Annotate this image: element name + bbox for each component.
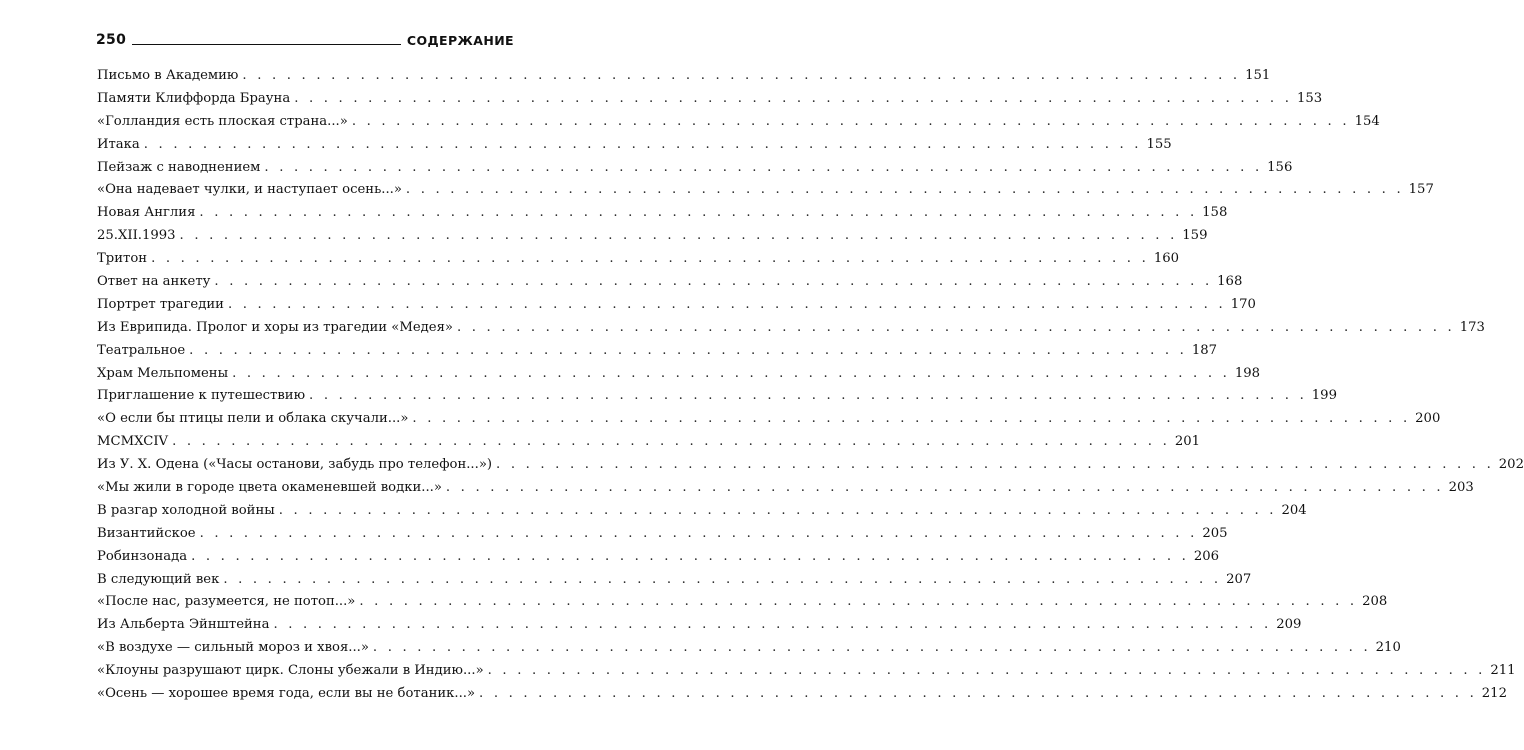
toc-leader-dots: . . . . . . . . . . . . . . . . . . . . . . . . . . . . . . . . . . . . . . . . . . . . . . . . . . . . . . . . . . . . . . . . . . . . (179, 228, 1178, 244)
toc-entry-page: 211 (1490, 663, 1516, 679)
toc-entry-page: 204 (1281, 502, 1307, 518)
toc-entry-title: Письмо в Академию (97, 68, 239, 83)
toc-entry-page: 206 (1193, 548, 1220, 564)
toc-entry (97, 317, 1485, 340)
toc-entry-title: В разгар холодной войны (97, 502, 275, 518)
toc-entry-page: 209 (1276, 617, 1302, 633)
toc-entry-title: Из У. Х. Одена («Часы останови, забудь про телефон...») (97, 457, 493, 473)
toc-entry (97, 477, 1474, 500)
toc-leader-dots: . . . . . . . . . . . . . . . . . . . . . . . . . . . . . . . . . . . . . . . . . . . . . . . . . . . . . . . . . . . . . . . . . . . . (456, 319, 1455, 335)
toc-entry-title: «О если бы птицы пели и облака скучали...» (97, 411, 409, 427)
toc-entry (97, 637, 1401, 660)
toc-entry (97, 546, 1220, 569)
toc-leader-dots: . . . . . . . . . . . . . . . . . . . . . . . . . . . . . . . . . . . . . . . . . . . . . . . . . . . . . . . . . . . . . . . . . . . . (214, 274, 1213, 290)
toc-entry-title: В следующий век (97, 571, 220, 587)
toc-entry (97, 683, 1507, 706)
toc-leader-dots: . . . . . . . . . . . . . . . . . . . . . . . . . . . . . . . . . . . . . . . . . . . . . . . . . . . . . . . . . . . . . . . . . . . . (309, 388, 1307, 404)
toc-entry-title: Из Альберта Эйнштейна (97, 617, 270, 633)
toc-leader-dots: . . . . . . . . . . . . . . . . . . . . . . . . . . . . . . . . . . . . . . . . . . . . . . . . . . . . . . . . . . . . . . . . . . . . (351, 113, 1350, 129)
toc-leader-dots: . . . . . . . . . . . . . . . . . . . . . . . . . . . . . . . . . . . . . . . . . . . . . . . . . . . . . . . . . . . . . . . . . . . . (172, 434, 1170, 450)
toc-entry-page: 160 (1153, 251, 1179, 267)
toc-entry-title: Храм Мельпомены (97, 365, 229, 381)
toc-entry-title: «Осень — хорошее время года, если вы не ботаник...» (97, 686, 476, 702)
toc-leader-dots: . . . . . . . . . . . . . . . . . . . . . . . . . . . . . . . . . . . . . . . . . . . . . . . . . . . . . . . . . . . . . . . . . . . . (227, 296, 1226, 312)
toc-entry-page: 170 (1230, 296, 1256, 312)
page-number: 250 (96, 32, 127, 48)
toc-leader-dots: . . . . . . . . . . . . . . . . . . . . . . . . . . . . . . . . . . . . . . . . . . . . . . . . . . . . . . . . . . . . . . . . . . . . (264, 159, 1263, 175)
toc-entry-page: 198 (1234, 365, 1261, 381)
toc-leader-dots: . . . . . . . . . . . . . . . . . . . . . . . . . . . . . . . . . . . . . . . . . . . . . . . . . . . . . . . . . . . . . . . . . . . . (445, 480, 1444, 496)
toc-entry (97, 431, 1200, 454)
toc-entry-page: 201 (1174, 434, 1200, 450)
toc-entry (97, 65, 1271, 88)
toc-entry-page: 203 (1448, 480, 1474, 496)
toc-entry (97, 157, 1293, 180)
table-of-contents (97, 65, 1524, 706)
toc-leader-dots: . . . . . . . . . . . . . . . . . . . . . . . . . . . . . . . . . . . . . . . . . . . . . . . . . . . . . . . . . . . . . . . . . . . . (294, 90, 1293, 106)
toc-entry-title: Портрет трагедии (97, 296, 224, 312)
toc-leader-dots: . . . . . . . . . . . . . . . . . . . . . . . . . . . . . . . . . . . . . . . . . . . . . . . . . . . . . . . . . . . . . . . . . . . . (479, 686, 1477, 702)
running-head (96, 27, 514, 47)
toc-leader-dots: . . . . . . . . . . . . . . . . . . . . . . . . . . . . . . . . . . . . . . . . . . . . . . . . . . . . . . . . . . . . . . . . . . . . (191, 548, 1190, 564)
toc-entry (97, 408, 1441, 431)
toc-entry-title: Памяти Клиффорда Брауна (97, 90, 291, 106)
toc-entry-title: Византийское (97, 525, 196, 541)
toc-leader-dots: . . . . . . . . . . . . . . . . . . . . . . . . . . . . . . . . . . . . . . . . . . . . . . . . . . . . . . . . . . . . . . . . . . . . (223, 571, 1222, 587)
toc-entry-page: 210 (1375, 640, 1401, 656)
toc-entry-page: 187 (1191, 342, 1218, 358)
toc-entry-title: Из Еврипида. Пролог и хоры из трагедии «Медея» (97, 319, 453, 335)
toc-entry (97, 363, 1261, 386)
toc-leader-dots: . . . . . . . . . . . . . . . . . . . . . . . . . . . . . . . . . . . . . . . . . . . . . . . . . . . . . . . . . . . . . . . . . . . . (372, 640, 1371, 656)
toc-leader-dots: . . . . . . . . . . . . . . . . . . . . . . . . . . . . . . . . . . . . . . . . . . . . . . . . . . . . . . . . . . . . . . . . . . . . (496, 457, 1494, 473)
toc-entry (97, 248, 1179, 271)
toc-entry (97, 88, 1323, 111)
toc-leader-dots: . . . . . . . . . . . . . . . . . . . . . . . . . . . . . . . . . . . . . . . . . . . . . . . . . . . . . . . . . . . . . . . . . . . . (359, 594, 1358, 610)
toc-entry (97, 569, 1252, 592)
toc-entry (97, 385, 1337, 408)
toc-entry-page: 200 (1415, 411, 1441, 427)
toc-leader-dots: . . . . . . . . . . . . . . . . . . . . . . . . . . . . . . . . . . . . . . . . . . . . . . . . . . . . . . . . . . . . . . . . . . . . (412, 411, 1411, 427)
toc-entry (97, 340, 1218, 363)
toc-leader-dots: . . . . . . . . . . . . . . . . . . . . . . . . . . . . . . . . . . . . . . . . . . . . . . . . . . . . . . . . . . . . . . . . . . . . (405, 182, 1404, 198)
toc-entry-title: Ответ на анкету (97, 274, 211, 290)
section-title: СОДЕРЖАНИЕ (406, 32, 514, 48)
toc-entry-page: 202 (1498, 457, 1524, 473)
toc-entry (97, 225, 1208, 248)
toc-entry-page: 205 (1202, 525, 1228, 541)
toc-leader-dots: . . . . . . . . . . . . . . . . . . . . . . . . . . . . . . . . . . . . . . . . . . . . . . . . . . . . . . . . . . . . . . . . . . . . (199, 525, 1198, 541)
toc-entry (97, 179, 1434, 202)
toc-leader-dots: . . . . . . . . . . . . . . . . . . . . . . . . . . . . . . . . . . . . . . . . . . . . . . . . . . . . . . . . . . . . . . . . . . . . (278, 502, 1277, 518)
toc-entry-title: Театральное (97, 342, 186, 358)
toc-entry-title: «Голландия есть плоская страна...» (97, 113, 348, 129)
toc-entry-page: 158 (1202, 205, 1228, 221)
toc-entry (97, 111, 1380, 134)
toc-entry-title: «Она надевает чулки, и наступает осень...» (97, 182, 402, 198)
toc-entry-page: 199 (1311, 388, 1337, 404)
toc-entry (97, 500, 1307, 523)
toc-entry (97, 294, 1256, 317)
toc-entry-title: Итака (97, 136, 140, 152)
toc-entry (97, 454, 1524, 477)
toc-entry-page: 156 (1267, 159, 1293, 175)
toc-entry-title: «После нас, разумеется, не потоп...» (97, 594, 356, 610)
toc-entry (97, 523, 1228, 546)
toc-entry-page: 173 (1459, 319, 1485, 335)
toc-entry (97, 591, 1388, 614)
toc-entry-title: «Клоуны разрушают цирк. Слоны убежали в Индию...» (97, 663, 484, 679)
toc-entry-page: 153 (1296, 90, 1323, 106)
toc-entry-page: 151 (1245, 68, 1271, 83)
toc-leader-dots: . . . . . . . . . . . . . . . . . . . . . . . . . . . . . . . . . . . . . . . . . . . . . . . . . . . . . . . . . . . . . . . . . . . . (487, 663, 1486, 679)
toc-entry-title: «Мы жили в городе цвета окаменевшей водки...» (97, 480, 442, 496)
toc-entry-page: 168 (1217, 274, 1243, 290)
toc-entry (97, 202, 1228, 225)
header-rule (132, 44, 401, 45)
toc-entry-title: Новая Англия (97, 205, 196, 221)
toc-entry (97, 134, 1172, 157)
toc-entry-title: «В воздухе — сильный мороз и хвоя...» (97, 640, 369, 656)
toc-entry (97, 660, 1516, 683)
toc-entry-title: Тритон (97, 251, 148, 267)
toc-entry-page: 208 (1362, 594, 1388, 610)
toc-entry-page: 154 (1354, 113, 1380, 129)
toc-entry-page: 155 (1146, 136, 1172, 152)
toc-entry-title: Приглашение к путешествию (97, 388, 306, 404)
toc-entry-page: 212 (1481, 686, 1507, 702)
toc-entry-title: Пейзаж с наводнением (97, 159, 261, 175)
toc-leader-dots: . . . . . . . . . . . . . . . . . . . . . . . . . . . . . . . . . . . . . . . . . . . . . . . . . . . . . . . . . . . . . . . . . . . . (151, 251, 1149, 267)
toc-entry (97, 271, 1243, 294)
toc-leader-dots: . . . . . . . . . . . . . . . . . . . . . . . . . . . . . . . . . . . . . . . . . . . . . . . . . . . . . . . . . . . . . . . . . . . . (232, 365, 1231, 381)
toc-entry-title: MCMXCIV (97, 434, 169, 450)
toc-entry-page: 159 (1182, 228, 1208, 244)
toc-entry-title: 25.XII.1993 (97, 228, 176, 244)
toc-leader-dots: . . . . . . . . . . . . . . . . . . . . . . . . . . . . . . . . . . . . . . . . . . . . . . . . . . . . . . . . . . . . . . . . . . . . (273, 617, 1272, 633)
toc-entry-page: 207 (1226, 571, 1252, 587)
toc-leader-dots: . . . . . . . . . . . . . . . . . . . . . . . . . . . . . . . . . . . . . . . . . . . . . . . . . . . . . . . . . . . . . . . . . . . . (199, 205, 1198, 221)
toc-entry (97, 614, 1302, 637)
toc-leader-dots: . . . . . . . . . . . . . . . . . . . . . . . . . . . . . . . . . . . . . . . . . . . . . . . . . . . . . . . . . . . . . . . . . . . . (242, 68, 1241, 83)
toc-leader-dots: . . . . . . . . . . . . . . . . . . . . . . . . . . . . . . . . . . . . . . . . . . . . . . . . . . . . . . . . . . . . . . . . . . . . (189, 342, 1188, 358)
toc-entry-title: Робинзонада (97, 548, 188, 564)
toc-leader-dots: . . . . . . . . . . . . . . . . . . . . . . . . . . . . . . . . . . . . . . . . . . . . . . . . . . . . . . . . . . . . . . . . . . . . (143, 136, 1142, 152)
toc-entry-page: 157 (1408, 182, 1434, 198)
